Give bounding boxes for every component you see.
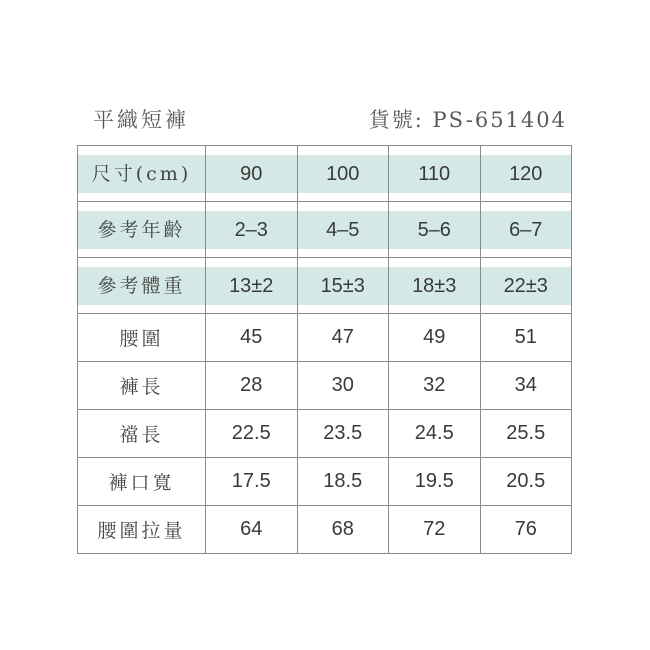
size-table xyxy=(77,145,572,554)
table-cell: 72 xyxy=(389,506,481,554)
table-cell: 19.5 xyxy=(389,458,481,506)
table-cell: 28 xyxy=(206,362,298,410)
table-cell: 24.5 xyxy=(389,410,481,458)
table-row-waist xyxy=(78,314,572,362)
table-cell: 4–5 xyxy=(297,202,389,258)
table-row-size xyxy=(78,146,572,202)
table-cell: 30 xyxy=(297,362,389,410)
row-label: 腰圍拉量 xyxy=(78,506,206,554)
table-cell: 5–6 xyxy=(389,202,481,258)
table-cell: 15±3 xyxy=(297,258,389,314)
table-cell: 22±3 xyxy=(480,258,572,314)
table-cell: 17.5 xyxy=(206,458,298,506)
table-cell: 100 xyxy=(297,146,389,202)
table-cell: 49 xyxy=(389,314,481,362)
product-title: 平織短褲 xyxy=(93,108,189,132)
row-label: 褲長 xyxy=(78,362,206,410)
table-cell: 47 xyxy=(297,314,389,362)
row-label: 參考年齡 xyxy=(78,202,206,258)
table-cell: 76 xyxy=(480,506,572,554)
table-cell: 120 xyxy=(480,146,572,202)
product-code: 貨號: PS-651404 xyxy=(368,108,567,132)
row-label: 參考體重 xyxy=(78,258,206,314)
table-cell: 18.5 xyxy=(297,458,389,506)
table-cell: 23.5 xyxy=(297,410,389,458)
table-cell: 45 xyxy=(206,314,298,362)
table-cell: 6–7 xyxy=(480,202,572,258)
table-cell: 2–3 xyxy=(206,202,298,258)
table-row-rise xyxy=(78,410,572,458)
table-cell: 18±3 xyxy=(389,258,481,314)
table-row-age xyxy=(78,202,572,258)
row-label: 腰圍 xyxy=(78,314,206,362)
table-cell: 25.5 xyxy=(480,410,572,458)
row-label: 襠長 xyxy=(78,410,206,458)
row-label: 褲口寬 xyxy=(78,458,206,506)
table-cell: 34 xyxy=(480,362,572,410)
table-cell: 20.5 xyxy=(480,458,572,506)
row-label: 尺寸(cm) xyxy=(78,146,206,202)
table-cell: 64 xyxy=(206,506,298,554)
table-cell: 13±2 xyxy=(206,258,298,314)
table-cell: 22.5 xyxy=(206,410,298,458)
table-row-leg-opening xyxy=(78,458,572,506)
table-cell: 90 xyxy=(206,146,298,202)
table-row-waist-stretch xyxy=(78,506,572,554)
table-row-pants-length xyxy=(78,362,572,410)
table-row-weight xyxy=(78,258,572,314)
table-cell: 32 xyxy=(389,362,481,410)
table-cell: 68 xyxy=(297,506,389,554)
table-cell: 110 xyxy=(389,146,481,202)
table-cell: 51 xyxy=(480,314,572,362)
